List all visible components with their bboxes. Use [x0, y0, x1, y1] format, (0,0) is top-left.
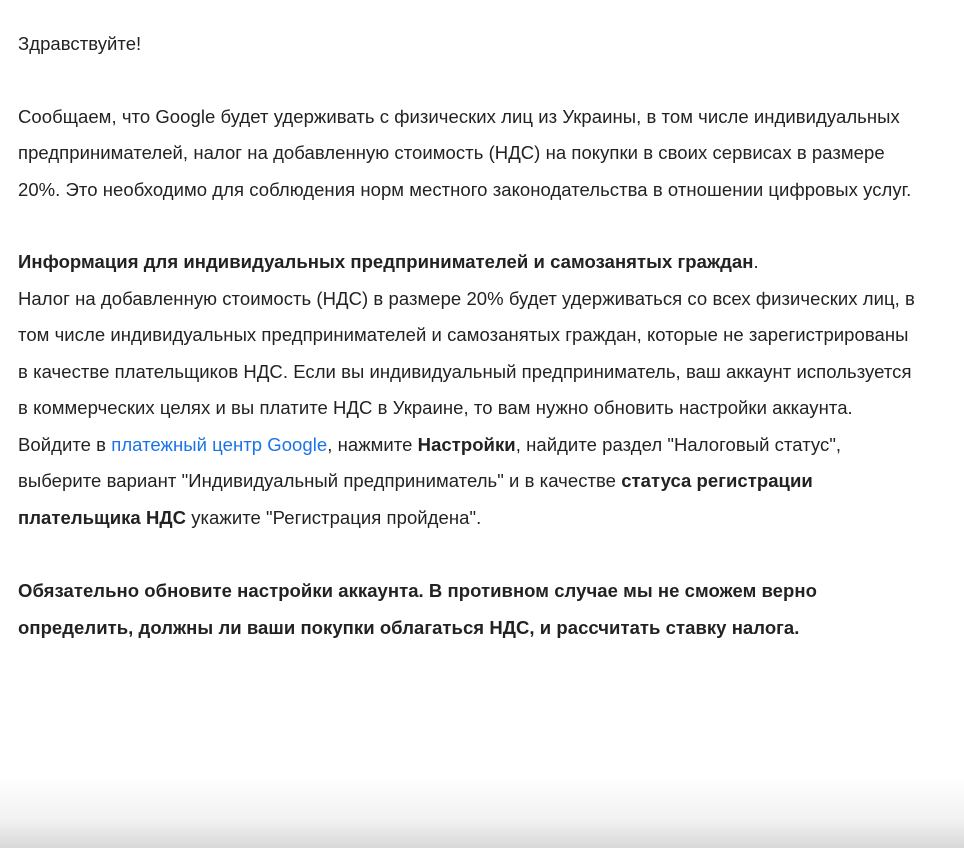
payments-center-link[interactable]: платежный центр Google	[111, 433, 328, 455]
vat-status-emphasis: статуса регистрации плательщика НДС	[18, 470, 813, 528]
heading-period: .	[753, 251, 759, 272]
email-body	[18, 26, 918, 646]
entrepreneurs-heading: Информация для индивидуальных предпринимателей и самозанятых граждан	[18, 251, 754, 272]
settings-emphasis: Настройки	[417, 433, 516, 455]
email-paragraph-warning: Обязательно обновите настройки аккаунта. В противном случае мы не сможем верно определить, должны ли ваши покупки облагаться НДС, и рассчитать ставку налога.	[18, 580, 817, 638]
entrepreneurs-text-3: , найдите раздел "Налоговый статус", выберите вариант "Индивидуальный предприниматель" и в качестве	[18, 433, 842, 491]
email-greeting: Здравствуйте!	[18, 33, 142, 54]
entrepreneurs-text-1: Налог на добавленную стоимость (НДС) в размере 20% будет удерживаться со всех физических лиц, в том числе индивидуальных предпринимателей и самозанятых граждан, которые не зарегистрированы в качестве плательщиков НДС. Если вы индивидуальный предприниматель, ваш аккаунт используется в коммерческих целях и вы платите НДС в Украине, то вам нужно обновить настройки аккаунта. Войдите в	[18, 287, 915, 455]
bottom-shadow	[0, 778, 964, 848]
entrepreneurs-text-2: , нажмите	[327, 433, 418, 455]
email-paragraph-intro: Сообщаем, что Google будет удерживать с физических лиц из Украины, в том числе индивидуальных предпринимателей, налог на добавленную стоимость (НДС) на покупки в своих сервисах в размере 20%. Это необходимо для соблюдения норм местного законодательства в отношении цифровых услуг.	[18, 105, 912, 200]
email-paragraph-entrepreneurs	[18, 244, 918, 536]
entrepreneurs-text-4: укажите "Регистрация пройдена".	[186, 506, 482, 528]
